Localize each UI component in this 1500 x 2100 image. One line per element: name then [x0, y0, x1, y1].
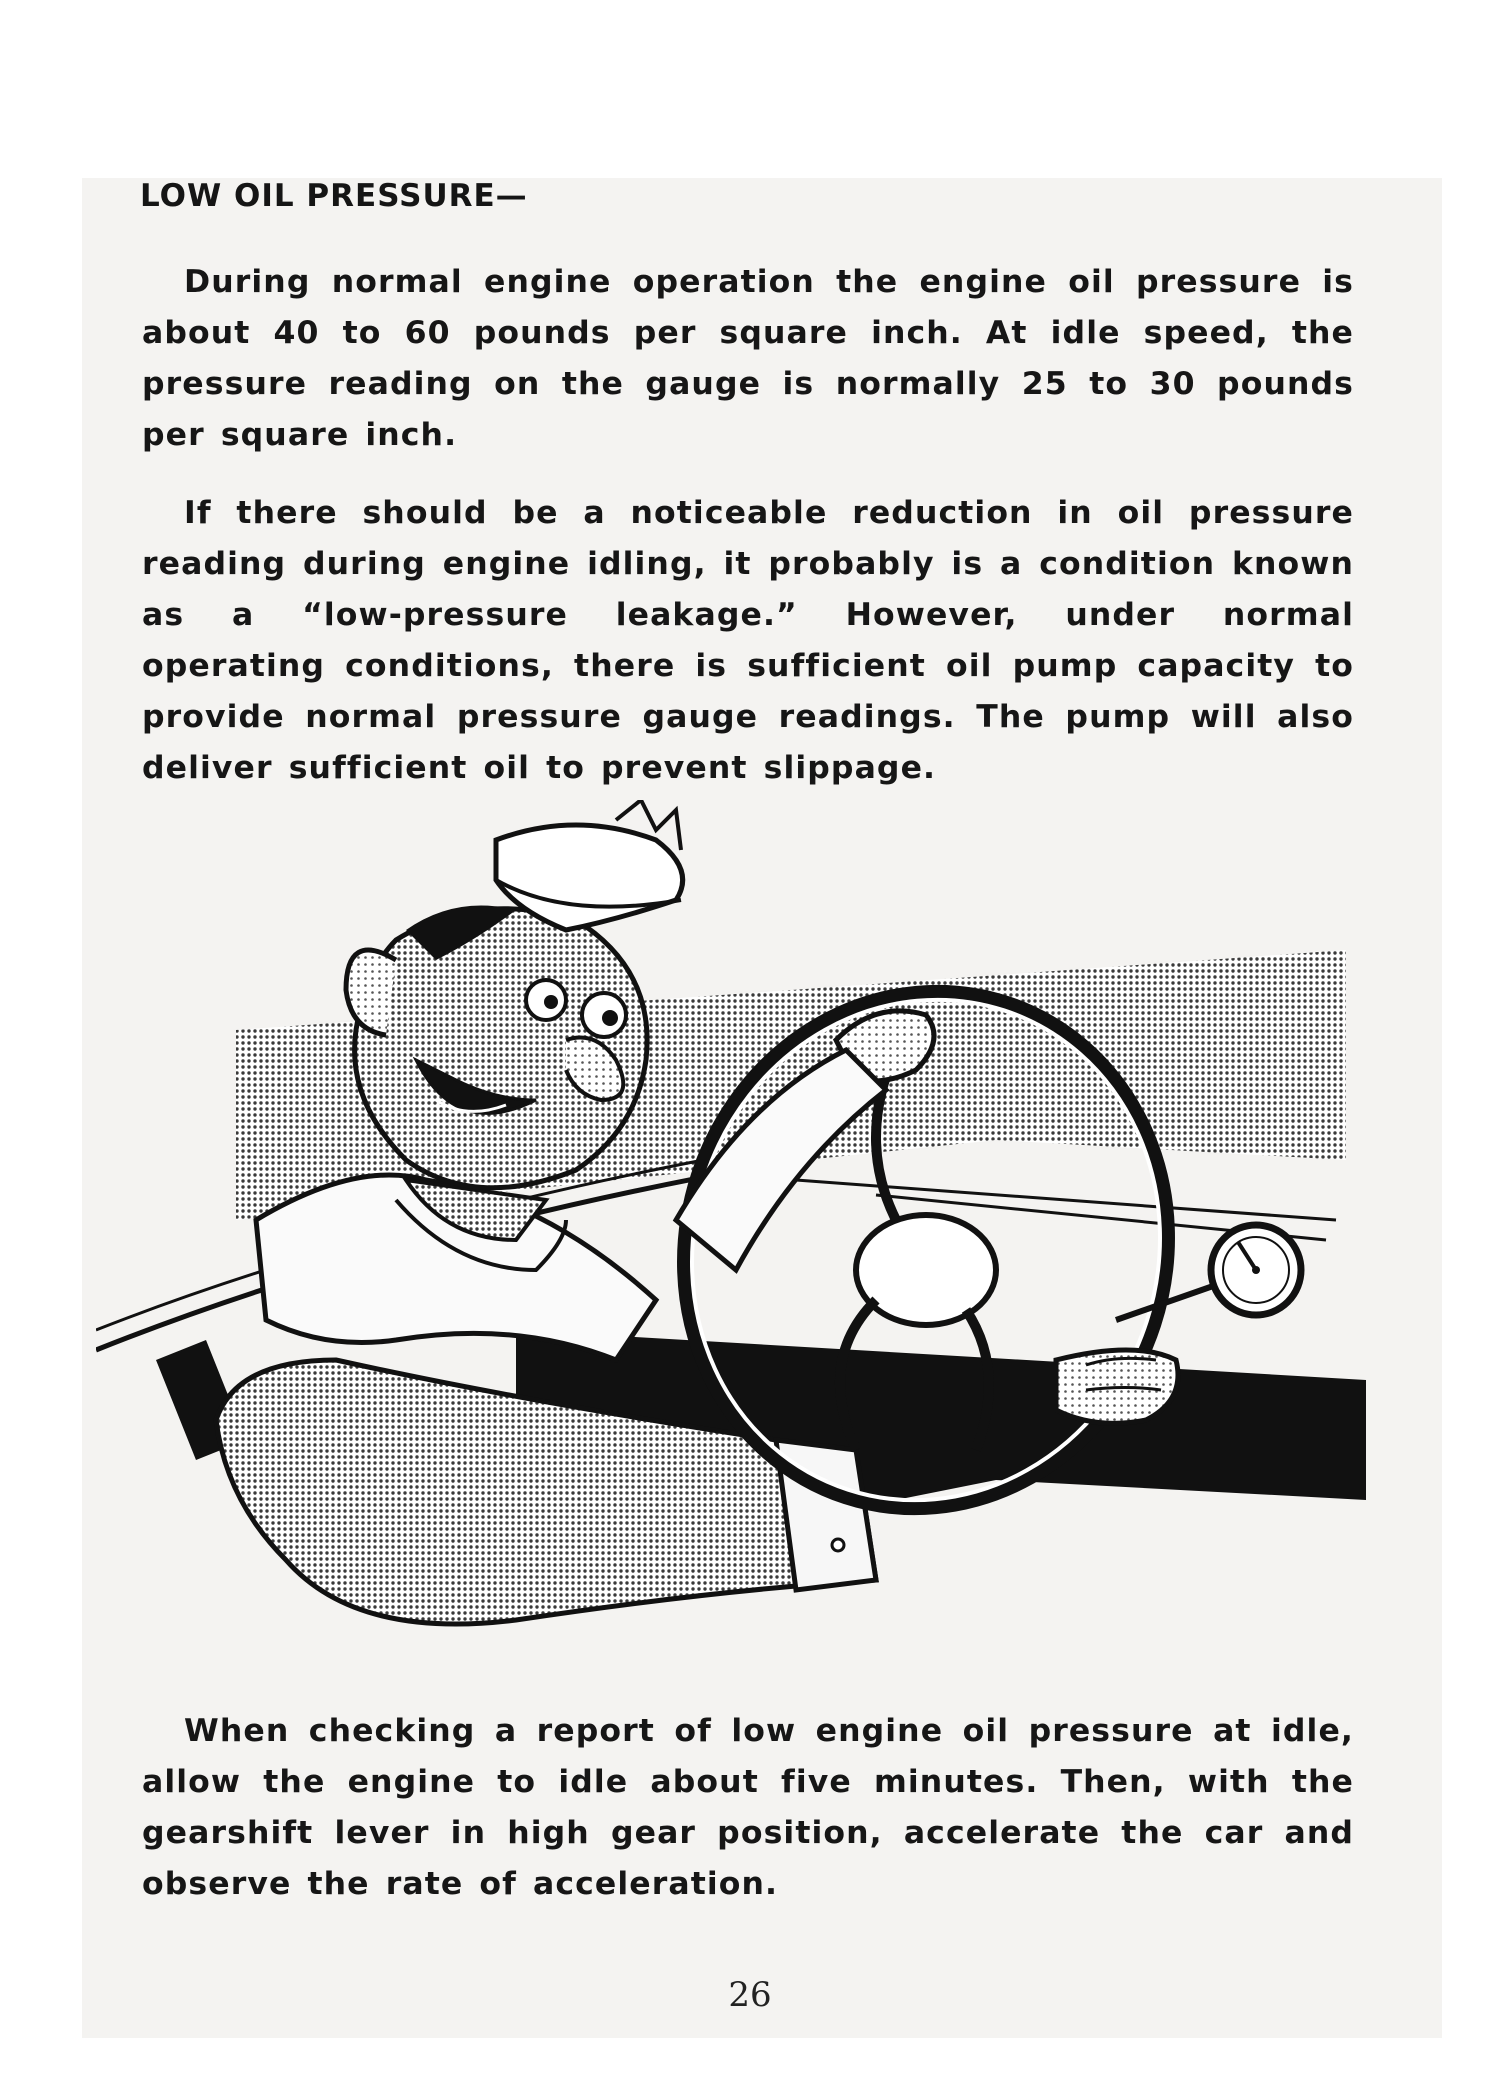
- paragraph-low-pressure-leakage: If there should be a noticeable reduction in oil pressure reading during engine idling, it probably is a condition known as a “low-pressure leakage.” However, under normal operating conditions, there is sufficient oil pump capacity to provide normal pressure gauge readings. The pump will also deliver sufficient oil to prevent slippage.: [142, 495, 1354, 786]
- paragraph-checking-procedure: When checking a report of low engine oil pressure at idle, allow the engine to idle about five minutes. Then, with the gearshift lever in high gear position, accelerate the car and observe the rate of acceleration.: [142, 1713, 1354, 1902]
- cuff-button: [832, 1539, 844, 1551]
- paragraph-normal-pressure: During normal engine operation the engine oil pressure is about 40 to 60 pounds per square inch. At idle speed, the pressure reading on the gauge is normally 25 to 30 pounds per square inch.: [142, 264, 1354, 453]
- mechanic-illustration: [96, 800, 1386, 1690]
- section-heading: LOW OIL PRESSURE—: [140, 178, 528, 214]
- page-number: 26: [728, 1975, 772, 2015]
- steering-hub: [856, 1215, 996, 1325]
